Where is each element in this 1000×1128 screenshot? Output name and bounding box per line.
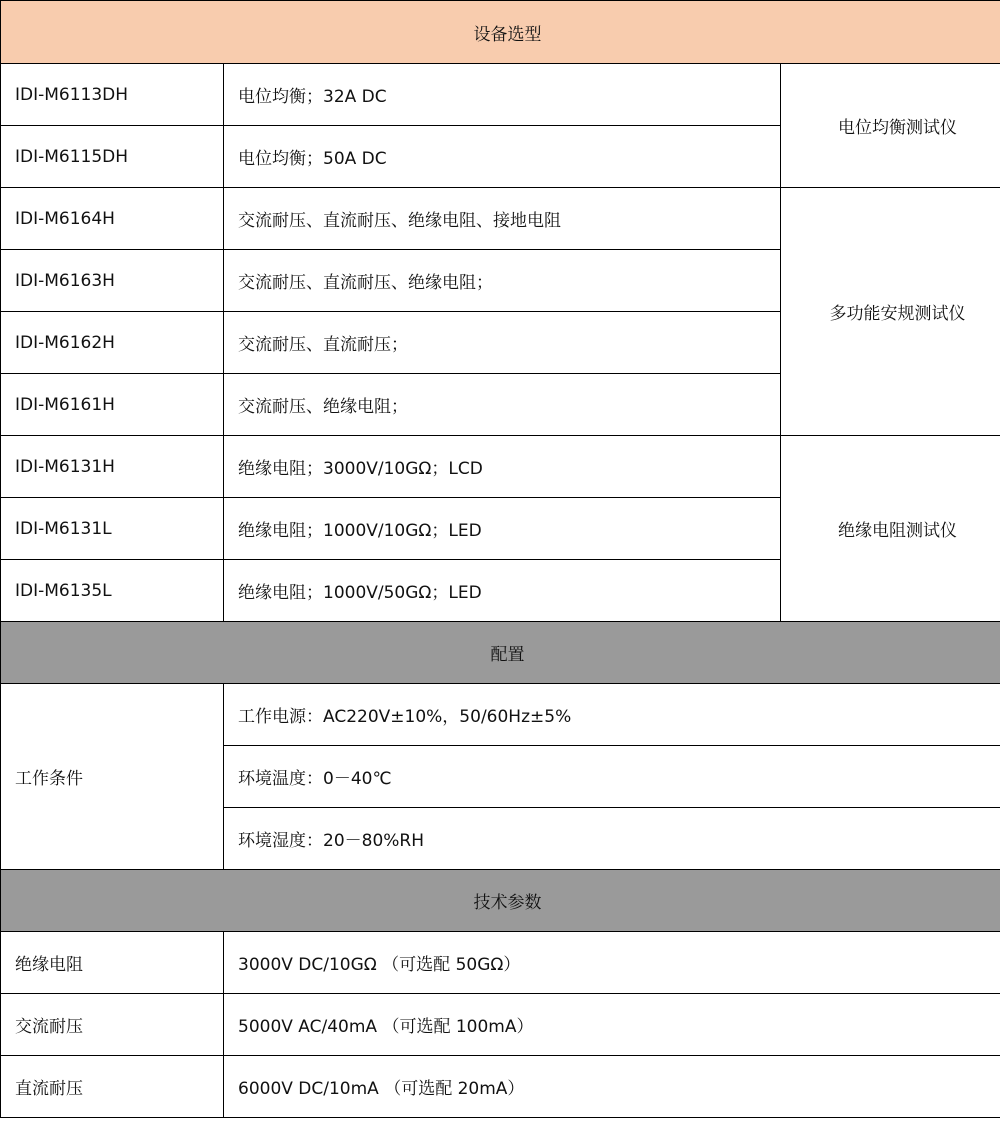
- description-cell: 绝缘电阻；1000V/10GΩ；LED: [224, 498, 781, 560]
- config-item: 环境温度：0－40℃: [224, 746, 1000, 808]
- table-row: [1, 64, 1000, 126]
- group-label: 多功能安规测试仪: [781, 188, 1000, 436]
- config-item: 环境湿度：20－80%RH: [224, 808, 1000, 870]
- tech-header-row: [1, 870, 1000, 932]
- model-cell: IDI-M6113DH: [1, 64, 224, 126]
- config-item: 工作电源：AC220V±10%，50/60Hz±5%: [224, 684, 1000, 746]
- table-row: [1, 994, 1000, 1056]
- description-cell: 交流耐压、直流耐压；: [224, 312, 781, 374]
- model-cell: IDI-M6135L: [1, 560, 224, 622]
- tech-value: 5000V AC/40mA （可选配 100mA）: [224, 994, 1000, 1056]
- config-header: 配置: [1, 622, 1000, 684]
- model-cell: IDI-M6161H: [1, 374, 224, 436]
- table-row: [1, 436, 1000, 498]
- description-cell: 交流耐压、直流耐压、绝缘电阻、接地电阻: [224, 188, 781, 250]
- model-cell: IDI-M6164H: [1, 188, 224, 250]
- description-cell: 绝缘电阻；1000V/50GΩ；LED: [224, 560, 781, 622]
- table-row: [1, 1056, 1000, 1118]
- config-label: 工作条件: [1, 684, 224, 870]
- tech-label: 绝缘电阻: [1, 932, 224, 994]
- selection-header-row: [1, 1, 1000, 64]
- description-cell: 交流耐压、直流耐压、绝缘电阻；: [224, 250, 781, 312]
- model-cell: IDI-M6131L: [1, 498, 224, 560]
- tech-label: 直流耐压: [1, 1056, 224, 1118]
- model-cell: IDI-M6115DH: [1, 126, 224, 188]
- model-cell: IDI-M6131H: [1, 436, 224, 498]
- tech-header: 技术参数: [1, 870, 1000, 932]
- group-label: 电位均衡测试仪: [781, 64, 1000, 188]
- group-label: 绝缘电阻测试仪: [781, 436, 1000, 622]
- model-cell: IDI-M6162H: [1, 312, 224, 374]
- table-row: [1, 188, 1000, 250]
- description-cell: 交流耐压、绝缘电阻；: [224, 374, 781, 436]
- description-cell: 电位均衡；50A DC: [224, 126, 781, 188]
- tech-label: 交流耐压: [1, 994, 224, 1056]
- table-row: [1, 932, 1000, 994]
- tech-value: 3000V DC/10GΩ （可选配 50GΩ）: [224, 932, 1000, 994]
- description-cell: 电位均衡；32A DC: [224, 64, 781, 126]
- table-row: [1, 684, 1000, 746]
- model-cell: IDI-M6163H: [1, 250, 224, 312]
- tech-value: 6000V DC/10mA （可选配 20mA）: [224, 1056, 1000, 1118]
- selection-header: 设备选型: [1, 1, 1000, 64]
- description-cell: 绝缘电阻；3000V/10GΩ；LCD: [224, 436, 781, 498]
- config-header-row: [1, 622, 1000, 684]
